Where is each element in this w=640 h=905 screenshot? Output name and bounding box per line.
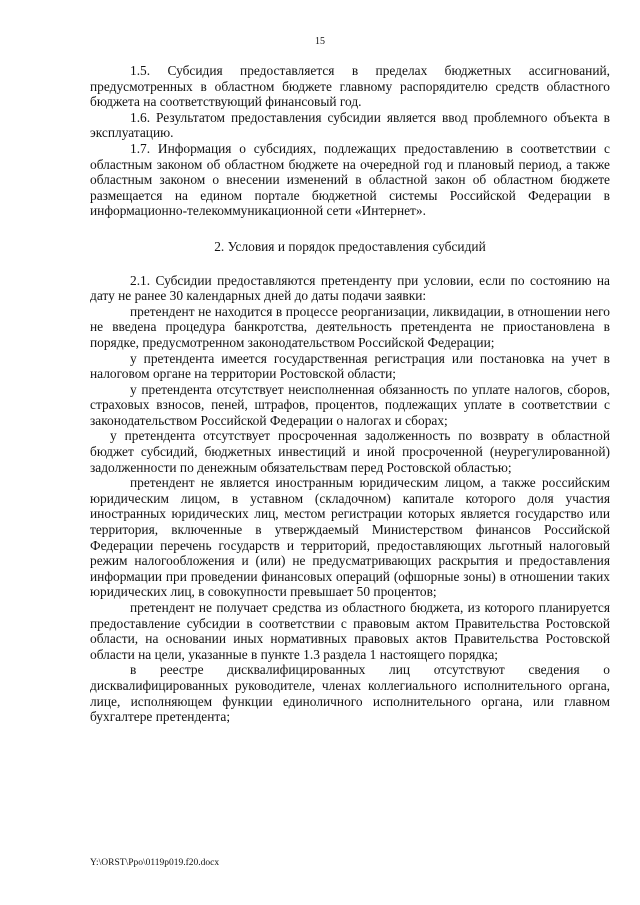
document-body (90, 63, 610, 725)
condition-not-foreign-entity: претендент не является иностранным юридическим лицом, а также российским юридическим лицом, в уставном (складочном) капитале которого доля участия иностранных юридических лиц, местом регистрации которых является государство или территория, включенные в утверждаемый Министерством финансов Российской Федерации перечень государств и территорий, предоставляющих льготный налоговый режим налогообложения и (или) не предусматривающих раскрытия и предоставления информации при проведении финансовых операций (офшорные зоны) в отношении таких юридических лиц, в совокупности превышает 50 процентов; (90, 475, 610, 600)
condition-registration: у претендента имеется государственная регистрация или постановка на учет в налоговом органе на территории Ростовской области; (90, 350, 610, 382)
condition-no-overdue-debt: у претендента отсутствует просроченная задолженность по возврату в областной бюджет субсидий, бюджетных инвестиций и иной просроченной (неурегулированной) задолженности по денежным обязательствам перед Ростовской областью; (90, 428, 610, 475)
section-2-heading: 2. Условия и порядок предоставления субсидий (214, 238, 486, 254)
condition-disqualified-registry: в реестре дисквалифицированных лиц отсутствуют сведения о дисквалифицированных руководителе, членах коллегиального исполнительного органа, лице, исполняющем функции единоличного исполнительного органа, или главном бухгалтере претендента; (90, 662, 610, 725)
paragraph-1-6: 1.6. Результатом предоставления субсидии является ввод проблемного объекта в эксплуатацию. (90, 109, 610, 141)
paragraph-2-1: 2.1. Субсидии предоставляются претенденту при условии, если по состоянию на дату не ранее 30 календарных дней до даты подачи заявки: (90, 272, 610, 304)
condition-no-other-funds: претендент не получает средства из областного бюджета, из которого планируется предоставление субсидии в соответствии с правовым актом Правительства Ростовской области, на основании иных нормативных правовых актов Правительства Ростовской области на цели, указанные в пункте 1.3 раздела 1 настоящего порядка; (90, 600, 610, 662)
condition-no-tax-debt: у претендента отсутствует неисполненная обязанность по уплате налогов, сборов, страховых взносов, пеней, штрафов, процентов, подлежащих уплате в соответствии с законодательством Российской Федерации о налогах и сборах; (90, 381, 610, 428)
page-number: 15 (315, 36, 325, 47)
condition-no-reorganization: претендент не находится в процессе реорганизации, ликвидации, в отношении него не введена процедура банкротства, деятельность претендента не приостановлена в порядке, предусмотренном законодательством Российской Федерации; (90, 303, 610, 350)
paragraph-1-5: 1.5. Субсидия предоставляется в пределах бюджетных ассигнований, предусмотренных в областном бюджете главному распорядителю средств областного бюджета на соответствующий финансовый год. (90, 63, 610, 110)
footer-file-path: Y:\ORST\Ppo\0119p019.f20.docx (90, 858, 220, 868)
paragraph-1-7: 1.7. Информация о субсидиях, подлежащих предоставлению в соответствии с областным законом об областном бюджете на очередной год и плановый период, а также областным законом о внесении изменений в областной закон об областном бюджете размещается на едином портале бюджетной системы Российской Федерации в информационно-телекоммуникационной сети «Интернет». (90, 140, 610, 219)
